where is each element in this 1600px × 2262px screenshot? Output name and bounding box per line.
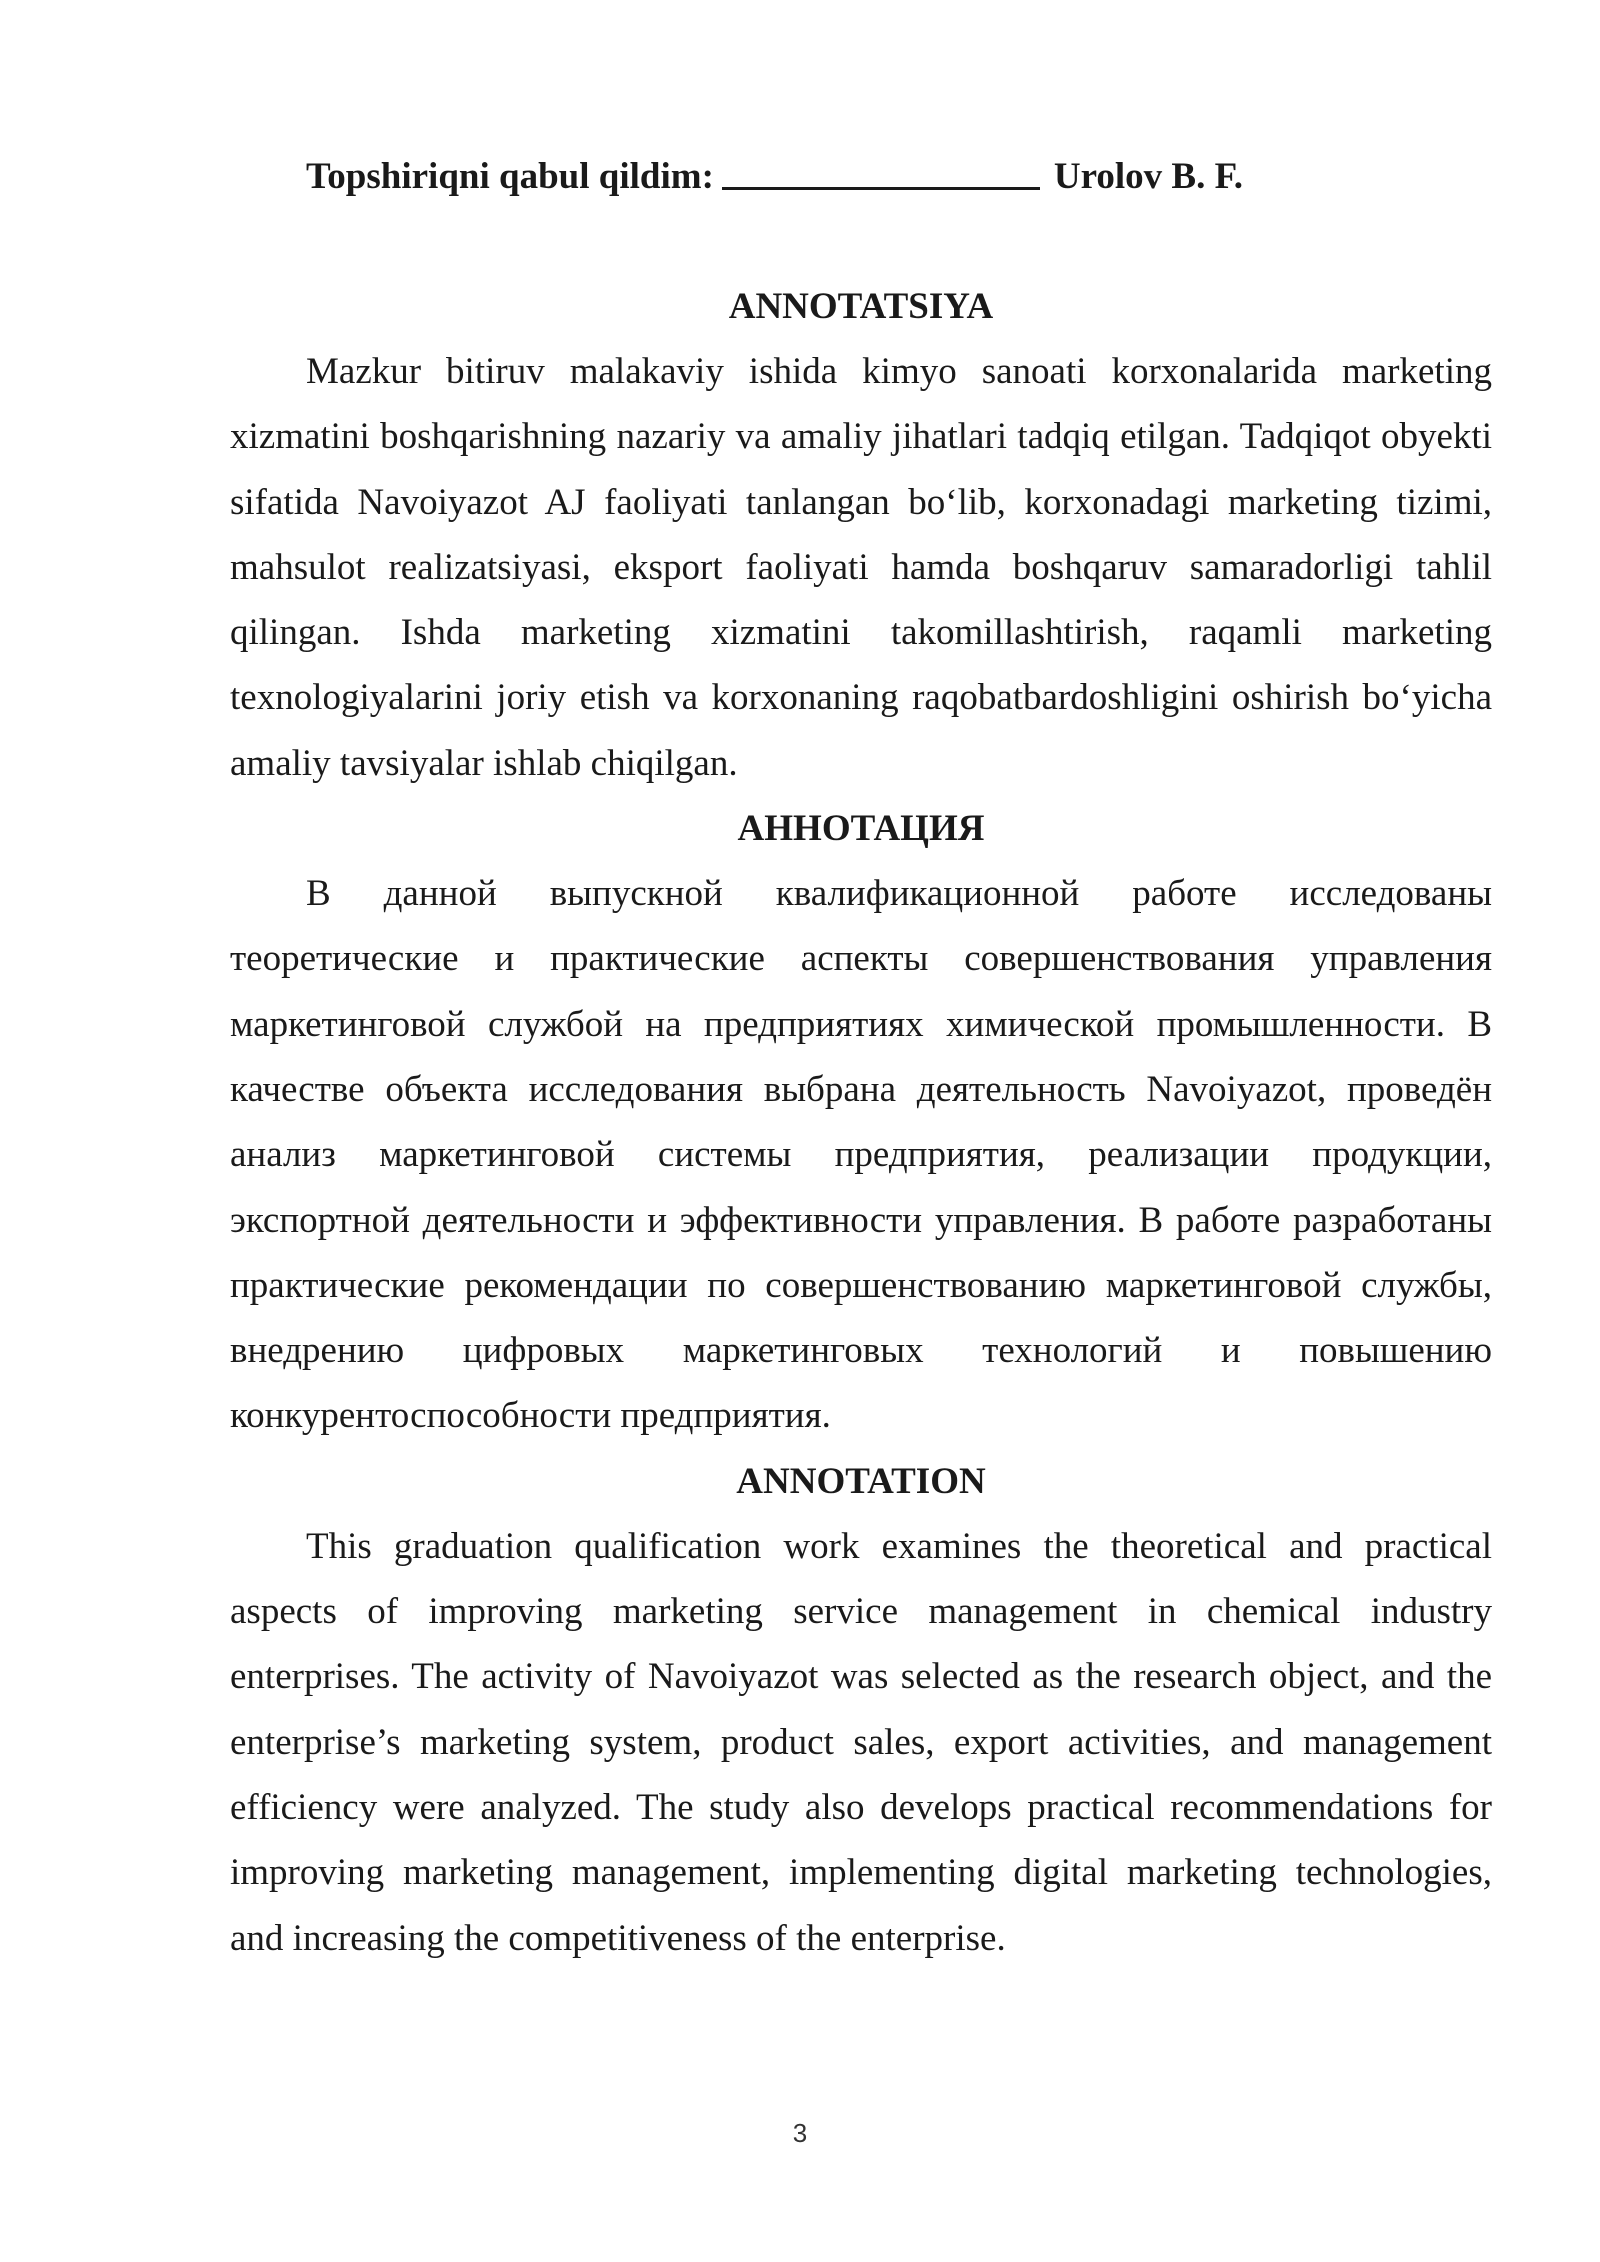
section-heading-russian: АННОТАЦИЯ — [737, 808, 985, 850]
abstract-english-text: This graduation qualification work examines the theoretical and practical aspects of improving marketing service management in chemical industry enterprises. The activity of Navoiyazot was selected as the research object, and the enterprise’s marketing system, product sales, export activities, and management efficiency were analyzed. The study also develops practical recommendations for improving marketing management, implementing digital marketing technologies, and increasing the competitiveness of the enterprise. — [230, 1525, 1492, 1959]
abstract-uzbek-text: Mazkur bitiruv malakaviy ishida kimyo sanoati korxonalarida marketing xizmatini boshqarishning nazariy va amaliy jihatlari tadqiq etilgan. Tadqiqot obyekti sifatida Navoiyazot AJ faoliyati tanlangan boʻlib, korxonadagi marketing tizimi, mahsulot realizatsiyasi, eksport faoliyati hamda boshqaruv samaradorligi tahlil qilingan. Ishda marketing xizmatini takomillashtirish, raqamli marketing texnologiyalarini joriy etish va korxonaning raqobatbardoshligini oshirish boʻyicha amaliy tavsiyalar ishlab chiqilgan. — [230, 351, 1492, 784]
task-receipt-label: Topshiriqni qabul qildim: — [306, 156, 714, 197]
task-receipt-line — [230, 145, 1492, 209]
section-heading-english: ANNOTATION — [736, 1460, 986, 1502]
page-content — [230, 145, 1492, 1971]
signature-blank-line — [722, 157, 1040, 190]
page-number: 3 — [792, 2118, 808, 2148]
student-name: Urolov B. F. — [1053, 156, 1244, 197]
abstract-russian-text: В данной выпускной квалификационной работе исследованы теоретические и практические аспекты совершенствования управления маркетинговой службой на предприятиях химической промышленности. В качестве объекта исследования выбрана деятельность Navoiyazot, проведён анализ маркетинговой системы предприятия, реализации продукции, экспортной деятельности и эффективности управления. В работе разработаны практические рекомендации по совершенствованию маркетинговой службы, внедрению цифровых маркетинговых технологий и повышению конкурентоспособности предприятия. — [230, 873, 1492, 1437]
section-heading-uzbek: ANNOTATSIYA — [728, 286, 994, 327]
